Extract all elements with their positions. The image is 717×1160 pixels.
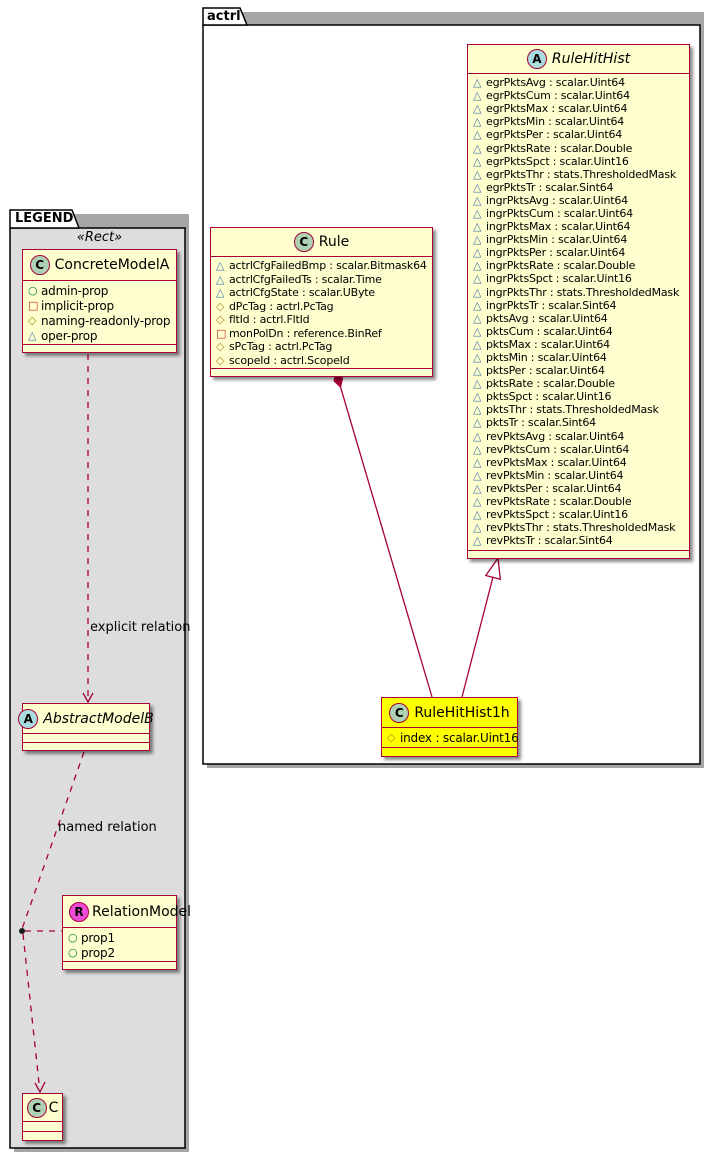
attribute-text: ingrPktsMax : scalar.Uint64	[486, 220, 631, 234]
class-name: RelationModel	[92, 903, 192, 920]
attribute-row	[468, 259, 689, 272]
class-relationmodel	[62, 895, 192, 970]
legend-package-label: LEGEND	[15, 211, 74, 226]
oper-prop-icon: △	[473, 89, 482, 103]
attribute-row	[468, 312, 689, 325]
attribute-row	[468, 233, 689, 246]
oper-prop-icon: △	[473, 495, 482, 509]
attribute-row	[211, 313, 432, 327]
attribute-row	[63, 930, 176, 945]
class-rulehithist1h-methods	[382, 747, 517, 756]
attribute-text: pktsThr : stats.ThresholdedMask	[486, 403, 659, 417]
attribute-text: pktsMin : scalar.Uint64	[486, 351, 607, 365]
attribute-row	[23, 298, 176, 313]
oper-prop-icon: △	[473, 154, 482, 168]
oper-prop-icon: △	[473, 272, 482, 286]
oper-prop-icon: △	[473, 351, 482, 365]
class-abstractmodelb-attributes	[23, 733, 149, 742]
attribute-row	[468, 102, 689, 115]
attribute-row	[468, 181, 689, 194]
attribute-row	[211, 286, 432, 300]
attribute-text: egrPktsMax : scalar.Uint64	[486, 102, 628, 116]
attribute-row	[468, 508, 689, 521]
attribute-row	[468, 338, 689, 351]
attribute-row	[468, 115, 689, 128]
attribute-text: ingrPktsThr : stats.ThresholdedMask	[486, 285, 680, 299]
class-name: AbstractModelB	[43, 710, 154, 727]
oper-prop-icon: △	[473, 246, 482, 260]
naming-prop-icon: ◇	[216, 313, 225, 327]
oper-prop-icon: △	[216, 286, 225, 300]
class-rulehithist-title	[468, 45, 689, 73]
attribute-text: egrPktsTr : scalar.Sint64	[486, 180, 614, 194]
attribute-row	[468, 207, 689, 220]
attribute-text: pktsAvg : scalar.Uint64	[486, 311, 608, 325]
class-rulehithist1h	[381, 697, 518, 757]
class-c-attributes	[23, 1121, 62, 1131]
attribute-text: egrPktsThr : stats.ThresholdedMask	[486, 167, 677, 181]
implicit-prop-icon: □	[28, 299, 39, 312]
attribute-text: actrlCfgState : scalar.UByte	[229, 286, 375, 300]
attribute-row	[468, 286, 689, 299]
class-rulehithist	[467, 44, 690, 559]
attribute-text: admin-prop	[41, 283, 109, 298]
oper-prop-icon: △	[473, 141, 482, 155]
oper-prop-icon: △	[473, 442, 482, 456]
attribute-row	[211, 273, 432, 287]
admin-prop-icon: ○	[68, 946, 78, 959]
oper-prop-icon: △	[473, 403, 482, 417]
class-rulehithist-attributes	[468, 73, 689, 550]
oper-prop-icon: △	[473, 285, 482, 299]
class-rulehithist1h-title	[382, 698, 517, 727]
class-name: ConcreteModelA	[54, 257, 170, 273]
link-point-icon	[19, 928, 25, 934]
oper-prop-icon: △	[473, 206, 482, 220]
oper-prop-icon: △	[473, 534, 482, 548]
oper-prop-icon: △	[473, 390, 482, 404]
oper-prop-icon: △	[216, 259, 225, 273]
attribute-row	[468, 495, 689, 508]
attribute-text: actrlCfgFailedTs : scalar.Time	[229, 272, 382, 286]
rect-stereotype-label: «Rect»	[76, 230, 123, 245]
class-rule-methods	[211, 368, 432, 376]
attribute-text: dPcTag : actrl.PcTag	[229, 299, 334, 313]
class-name: Rule	[318, 234, 350, 250]
naming-prop-icon: ◇	[216, 299, 225, 313]
attribute-text: naming-readonly-prop	[41, 313, 171, 328]
attribute-row	[211, 354, 432, 368]
admin-prop-icon: ○	[68, 931, 78, 944]
attribute-text: revPktsMax : scalar.Uint64	[486, 455, 627, 469]
attribute-row	[468, 469, 689, 482]
attribute-text: pktsCum : scalar.Uint64	[486, 324, 613, 338]
attribute-text: egrPktsSpct : scalar.Uint16	[486, 154, 629, 168]
attribute-text: pktsTr : scalar.Sint64	[486, 416, 596, 430]
attribute-text: revPktsCum : scalar.Uint64	[486, 442, 630, 456]
class-c	[22, 1093, 63, 1141]
oper-prop-icon: △	[473, 167, 482, 181]
oper-prop-icon: △	[473, 508, 482, 522]
attribute-text: revPktsMin : scalar.Uint64	[486, 468, 624, 482]
oper-prop-icon: △	[473, 364, 482, 378]
oper-prop-icon: △	[473, 377, 482, 391]
attribute-row	[468, 272, 689, 285]
attribute-row	[211, 259, 432, 273]
naming-prop-icon: ◇	[387, 731, 396, 744]
attribute-text: pktsSpct : scalar.Uint16	[486, 390, 612, 404]
attribute-text: fltId : actrl.FltId	[229, 313, 310, 327]
attribute-row	[468, 246, 689, 259]
attribute-row	[468, 456, 689, 469]
naming-prop-icon: ◇	[216, 353, 225, 367]
class-rule-attributes	[211, 256, 432, 368]
class-c-methods	[23, 1131, 62, 1140]
class-abstractmodelb-methods	[23, 742, 149, 750]
attribute-text: pktsRate : scalar.Double	[486, 377, 615, 391]
attribute-row	[468, 482, 689, 495]
class-c-title	[23, 1094, 62, 1121]
oper-prop-icon: △	[473, 337, 482, 351]
implicit-prop-icon: □	[216, 326, 227, 340]
oper-prop-icon: △	[473, 481, 482, 495]
attribute-text: index : scalar.Uint16	[400, 730, 519, 745]
attribute-row	[23, 283, 176, 298]
attribute-row	[382, 730, 517, 745]
attribute-row	[23, 328, 176, 343]
relation-spot-icon: R	[69, 902, 89, 922]
attribute-text: revPktsAvg : scalar.Uint64	[486, 429, 625, 443]
attribute-row	[468, 390, 689, 403]
attribute-text: prop2	[81, 945, 115, 960]
attribute-text: ingrPktsMin : scalar.Uint64	[486, 233, 628, 247]
legend-package-body	[10, 228, 185, 1148]
oper-prop-icon: △	[473, 298, 482, 312]
attribute-row	[468, 403, 689, 416]
class-spot-icon: C	[30, 255, 50, 275]
oper-prop-icon: △	[473, 468, 482, 482]
class-rulehithist1h-attributes	[382, 727, 517, 747]
class-spot-icon: C	[389, 703, 409, 723]
oper-prop-icon: △	[473, 233, 482, 247]
attribute-text: oper-prop	[41, 328, 98, 343]
named-relation-label: named relation	[58, 820, 157, 835]
attribute-row	[468, 299, 689, 312]
attribute-text: revPktsRate : scalar.Double	[486, 495, 632, 509]
class-abstractmodelb	[22, 703, 154, 751]
attribute-row	[468, 141, 689, 154]
class-relationmodel-attributes	[63, 927, 176, 961]
oper-prop-icon: △	[473, 311, 482, 325]
attribute-text: scopeId : actrl.ScopeId	[229, 353, 350, 367]
oper-prop-icon: △	[473, 193, 482, 207]
oper-prop-icon: △	[473, 102, 482, 116]
attribute-row	[468, 521, 689, 534]
actrl-package-label: actrl	[207, 9, 241, 24]
oper-prop-icon: △	[473, 259, 482, 273]
attribute-text: revPktsThr : stats.ThresholdedMask	[486, 521, 676, 535]
attribute-row	[468, 168, 689, 181]
attribute-text: ingrPktsTr : scalar.Sint64	[486, 298, 617, 312]
attribute-text: actrlCfgFailedBmp : scalar.Bitmask64	[229, 259, 427, 273]
attribute-text: ingrPktsPer : scalar.Uint64	[486, 246, 626, 260]
attribute-text: revPktsSpct : scalar.Uint16	[486, 508, 628, 522]
class-spot-icon: C	[294, 232, 314, 252]
attribute-row	[211, 327, 432, 341]
attribute-row	[468, 430, 689, 443]
attribute-text: revPktsPer : scalar.Uint64	[486, 481, 622, 495]
attribute-row	[211, 340, 432, 354]
class-name: RuleHitHist1h	[414, 704, 510, 721]
attribute-text: prop1	[81, 930, 115, 945]
class-concretemodela-methods	[23, 344, 176, 352]
oper-prop-icon: △	[473, 128, 482, 142]
oper-prop-icon: △	[473, 416, 482, 430]
class-name: C	[48, 1099, 59, 1116]
oper-prop-icon: △	[473, 115, 482, 129]
attribute-row	[468, 128, 689, 141]
attribute-text: revPktsTr : scalar.Sint64	[486, 534, 613, 548]
attribute-row	[468, 377, 689, 390]
attribute-row	[468, 364, 689, 377]
class-abstractmodelb-title	[23, 704, 154, 733]
explicit-relation-label: explicit relation	[90, 620, 191, 635]
attribute-row	[468, 155, 689, 168]
attribute-text: egrPktsAvg : scalar.Uint64	[486, 76, 625, 90]
oper-prop-icon: △	[216, 272, 225, 286]
class-concretemodela	[22, 249, 177, 353]
naming-prop-icon: ◇	[216, 340, 225, 354]
attribute-row	[468, 416, 689, 429]
attribute-text: ingrPktsRate : scalar.Double	[486, 259, 636, 273]
attribute-row	[468, 351, 689, 364]
class-concretemodela-title	[23, 250, 176, 280]
attribute-text: pktsMax : scalar.Uint64	[486, 337, 610, 351]
class-name: RuleHitHist	[551, 51, 631, 67]
attribute-row	[468, 443, 689, 456]
class-relationmodel-title	[63, 896, 192, 927]
oper-prop-icon: △	[473, 521, 482, 535]
attribute-row	[468, 534, 689, 547]
attribute-row	[468, 194, 689, 207]
attribute-row	[468, 89, 689, 102]
attribute-row	[468, 76, 689, 89]
oper-prop-icon: △	[473, 180, 482, 194]
attribute-row	[468, 325, 689, 338]
oper-prop-icon: △	[473, 220, 482, 234]
attribute-text: pktsPer : scalar.Uint64	[486, 364, 605, 378]
attribute-text: ingrPktsCum : scalar.Uint64	[486, 206, 633, 220]
abstract-spot-icon: A	[18, 709, 38, 729]
class-rulehithist-methods	[468, 550, 689, 558]
attribute-row	[63, 945, 176, 960]
attribute-text: egrPktsCum : scalar.Uint64	[486, 89, 630, 103]
attribute-row	[468, 220, 689, 233]
attribute-text: egrPktsRate : scalar.Double	[486, 141, 633, 155]
class-spot-icon: C	[27, 1098, 47, 1118]
naming-prop-icon: ◇	[28, 314, 37, 327]
class-concretemodela-attributes	[23, 280, 176, 344]
abstract-spot-icon: A	[527, 49, 547, 69]
attribute-text: ingrPktsAvg : scalar.Uint64	[486, 193, 628, 207]
attribute-text: egrPktsMin : scalar.Uint64	[486, 115, 625, 129]
attribute-text: monPolDn : reference.BinRef	[229, 326, 382, 340]
attribute-row	[211, 300, 432, 314]
oper-prop-icon: △	[473, 455, 482, 469]
admin-prop-icon: ○	[28, 284, 38, 297]
class-relationmodel-methods	[63, 961, 176, 969]
oper-prop-icon: △	[473, 76, 482, 90]
oper-prop-icon: △	[473, 324, 482, 338]
attribute-text: sPcTag : actrl.PcTag	[229, 340, 333, 354]
attribute-row	[23, 313, 176, 328]
class-rule-title	[211, 228, 432, 256]
attribute-text: egrPktsPer : scalar.Uint64	[486, 128, 623, 142]
attribute-text: implicit-prop	[41, 298, 114, 313]
oper-prop-icon: △	[28, 329, 37, 342]
oper-prop-icon: △	[473, 429, 482, 443]
class-rule	[210, 227, 433, 377]
attribute-text: ingrPktsSpct : scalar.Uint16	[486, 272, 632, 286]
